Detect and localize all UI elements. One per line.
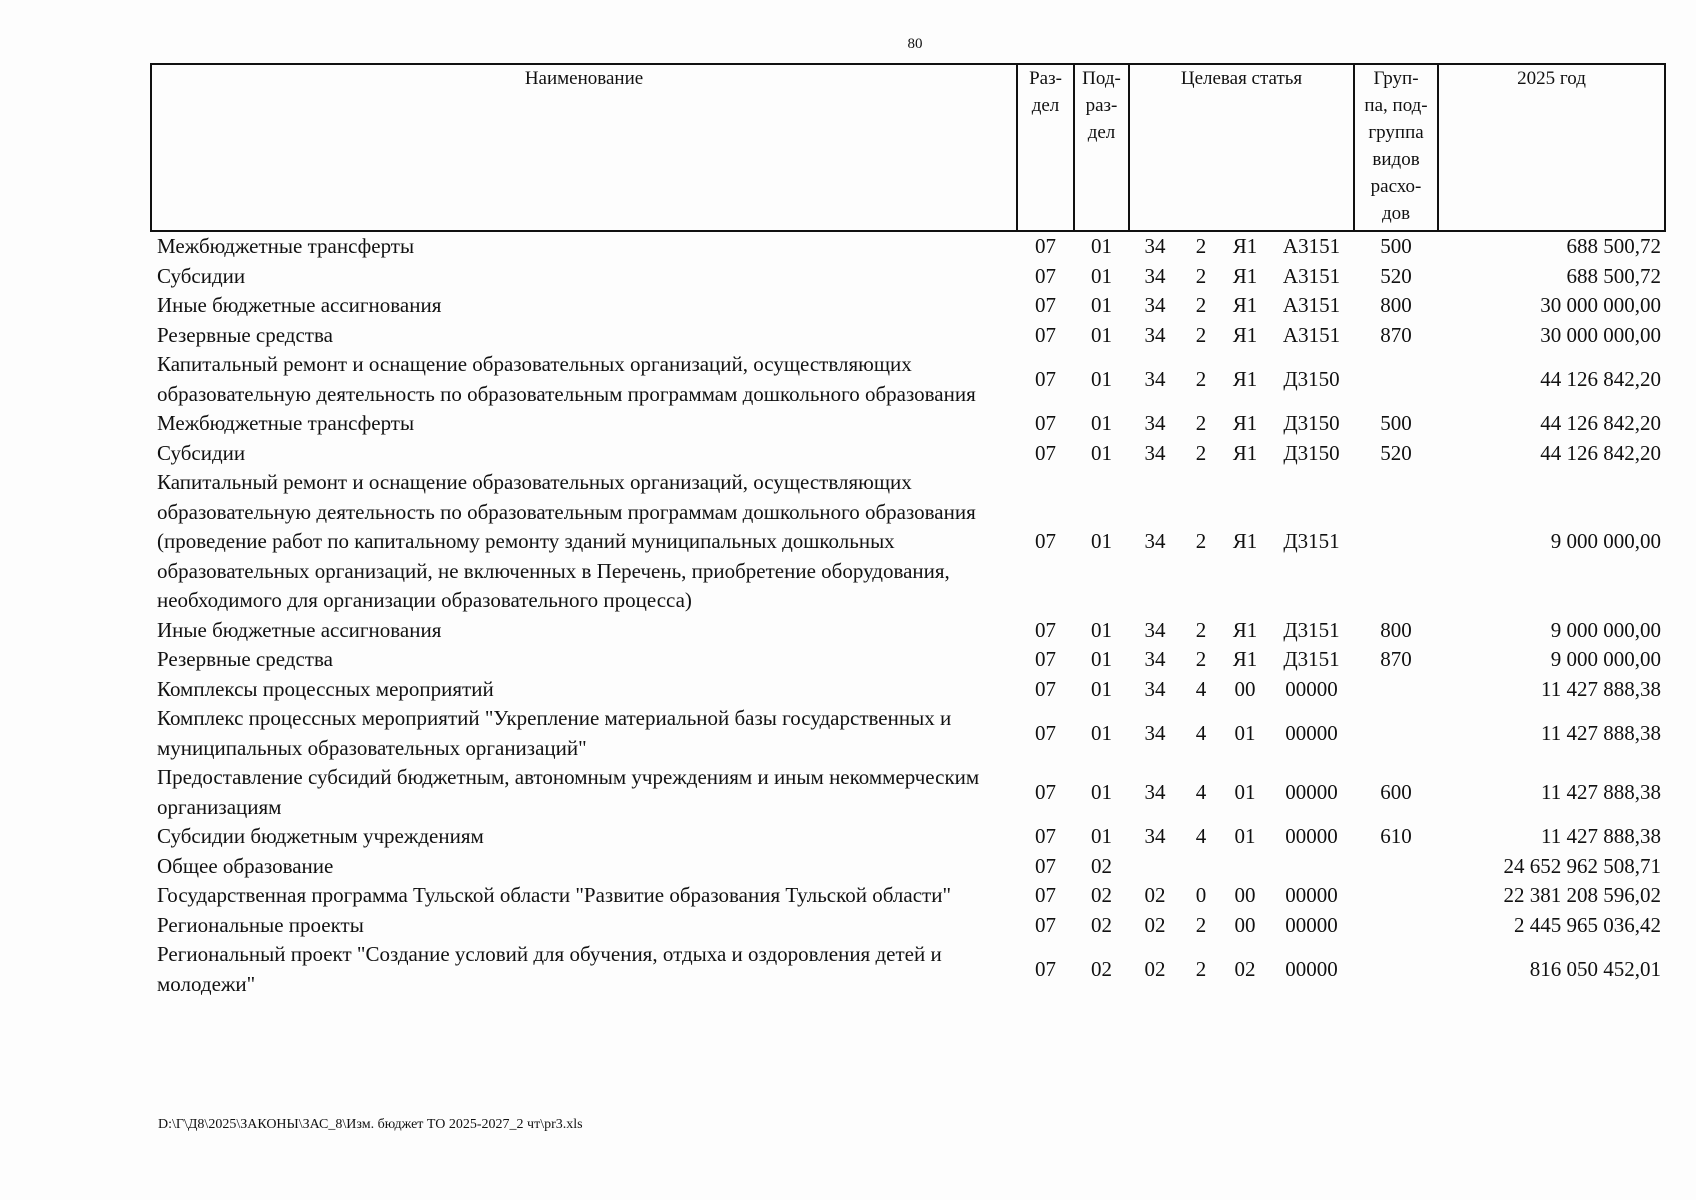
cell-podrazdel: 01 [1091, 529, 1112, 553]
cell-target-program: 34 [1144, 720, 1166, 745]
cell-amount: 30 000 000,00 [1540, 293, 1662, 317]
cell-target-project: Я1 [1232, 322, 1258, 347]
cell-target-type: 2 [1195, 529, 1207, 553]
table-row [151, 350, 1665, 409]
cell-podrazdel: 01 [1091, 617, 1112, 642]
cell-amount: 688 500,72 [1566, 263, 1662, 288]
cell-amount: 9 000 000,00 [1550, 617, 1662, 642]
cell-expense-group [1354, 468, 1438, 616]
cell-expense-group: 870 [1380, 647, 1412, 671]
cell-target-project: 00 [1234, 676, 1256, 701]
cell-razdel: 07 [1035, 529, 1056, 553]
cell-target-project: 02 [1234, 956, 1256, 981]
cell-target-program: 02 [1144, 956, 1166, 981]
cell-target-direction: 00000 [1285, 956, 1338, 981]
cell-target-type: 2 [1195, 617, 1207, 642]
cell-razdel: 07 [1035, 824, 1056, 848]
cell-razdel: 07 [1035, 676, 1056, 701]
cell-target-program: 34 [1144, 234, 1166, 258]
cell-name: Субсидии бюджетным учреждениям [157, 824, 484, 848]
cell-target-type: 2 [1195, 293, 1207, 317]
table-body [151, 231, 1665, 999]
cell-target-type: 4 [1195, 676, 1207, 701]
cell-expense-group [1354, 911, 1438, 941]
cell-target-direction: 00000 [1285, 720, 1338, 745]
table-row [151, 852, 1665, 882]
cell-razdel: 07 [1035, 293, 1056, 317]
table-row [151, 911, 1665, 941]
cell-target-direction: 00000 [1285, 676, 1338, 701]
cell-name: Региональный проект "Создание условий для обучения, отдыха и оздоровления детей и молодежи" [157, 942, 942, 996]
cell-expense-group: 600 [1380, 779, 1412, 804]
table-row [151, 439, 1665, 469]
cell-target-direction: А3151 [1282, 322, 1341, 347]
cell-expense-group: 520 [1380, 440, 1412, 465]
cell-amount: 816 050 452,01 [1529, 956, 1662, 981]
cell-name: Комплексы процессных мероприятий [157, 676, 494, 701]
cell-amount: 44 126 842,20 [1540, 366, 1662, 391]
cell-podrazdel: 01 [1091, 676, 1112, 701]
cell-target-direction: Д3151 [1283, 647, 1340, 671]
cell-target-program: 34 [1144, 779, 1166, 804]
cell-name: Субсидии [157, 263, 246, 288]
cell-target-type: 4 [1195, 779, 1207, 804]
cell-target-direction: 00000 [1285, 824, 1338, 848]
cell-name: Иные бюджетные ассигнования [157, 293, 442, 317]
cell-podrazdel: 01 [1091, 824, 1112, 848]
cell-razdel: 07 [1035, 440, 1056, 465]
cell-target-program: 02 [1144, 883, 1166, 907]
page-number: 80 [907, 36, 923, 52]
cell-expense-group [1354, 940, 1438, 999]
cell-target-type [1181, 852, 1221, 882]
cell-target-type: 2 [1195, 366, 1207, 391]
cell-amount: 11 427 888,38 [1541, 779, 1662, 804]
table-row [151, 231, 1665, 262]
cell-expense-group [1354, 852, 1438, 882]
table-row [151, 704, 1665, 763]
cell-podrazdel: 01 [1091, 411, 1112, 435]
cell-podrazdel: 01 [1091, 779, 1112, 804]
cell-amount: 11 427 888,38 [1541, 676, 1662, 701]
cell-name: Государственная программа Тульской области "Развитие образования Тульской области" [157, 883, 952, 907]
cell-target-project: 01 [1234, 824, 1256, 848]
cell-podrazdel: 01 [1091, 322, 1112, 347]
cell-podrazdel: 02 [1091, 853, 1112, 878]
cell-target-project: 00 [1234, 912, 1256, 937]
table-row [151, 616, 1665, 646]
table-row [151, 409, 1665, 439]
header-podrazdel: Под- раз- дел [1074, 64, 1129, 231]
cell-target-type: 4 [1195, 720, 1207, 745]
cell-target-project: Я1 [1232, 440, 1258, 465]
cell-podrazdel: 02 [1091, 956, 1112, 981]
cell-expense-group: 610 [1380, 824, 1412, 848]
cell-razdel: 07 [1035, 883, 1056, 907]
cell-name: Субсидии [157, 440, 246, 465]
cell-target-direction: Д3151 [1283, 617, 1340, 642]
cell-target-direction: А3151 [1282, 263, 1341, 288]
cell-target-direction: Д3151 [1283, 529, 1340, 553]
cell-name: Капитальный ремонт и оснащение образовательных организаций, осуществляющих образовательную деятельность по образовательным программам дошкольного образования (проведение работ по капитальному ремонту зданий муниципальных дошкольных образовательных организаций, не включенных в Перечень, приобретение оборудования, необходимого для организации образовательного процесса) [157, 470, 976, 612]
cell-amount: 9 000 000,00 [1550, 647, 1662, 671]
cell-target-project: 01 [1234, 720, 1256, 745]
cell-target-direction: Д3150 [1283, 440, 1340, 465]
cell-amount: 11 427 888,38 [1541, 720, 1662, 745]
cell-target-project: Я1 [1232, 647, 1258, 671]
cell-name: Общее образование [157, 853, 334, 878]
cell-expense-group [1354, 704, 1438, 763]
cell-name: Предоставление субсидий бюджетным, автономным учреждениям и иным некоммерческим организациям [157, 765, 980, 819]
table-row [151, 321, 1665, 351]
cell-razdel: 07 [1035, 322, 1056, 347]
cell-expense-group: 870 [1380, 322, 1412, 347]
cell-razdel: 07 [1035, 647, 1056, 671]
cell-razdel: 07 [1035, 912, 1056, 937]
cell-target-type: 2 [1195, 956, 1207, 981]
table-row [151, 468, 1665, 616]
cell-amount: 11 427 888,38 [1541, 824, 1662, 848]
cell-name: Межбюджетные трансферты [157, 234, 415, 258]
footer-file-path: D:\Г\Д8\2025\ЗАКОНЫ\ЗАС_8\Изм. бюджет ТО 2025-2027_2 чт\pr3.xls [158, 1117, 583, 1132]
header-name: Наименование [151, 64, 1017, 231]
cell-target-project: Я1 [1232, 529, 1258, 553]
header-target: Целевая статья [1129, 64, 1354, 231]
cell-target-project: Я1 [1232, 366, 1258, 391]
cell-target-type: 2 [1195, 411, 1207, 435]
cell-expense-group: 500 [1380, 411, 1412, 435]
cell-target-project: Я1 [1232, 293, 1258, 317]
table-row [151, 675, 1665, 705]
cell-name: Капитальный ремонт и оснащение образовательных организаций, осуществляющих образовательную деятельность по образовательным программам дошкольного образования [157, 352, 976, 406]
cell-expense-group [1354, 675, 1438, 705]
cell-target-program: 34 [1144, 263, 1166, 288]
cell-target-program: 34 [1144, 824, 1166, 848]
cell-target-type: 2 [1195, 322, 1207, 347]
cell-amount: 44 126 842,20 [1540, 440, 1662, 465]
cell-target-program: 34 [1144, 647, 1166, 671]
cell-target-direction: Д3150 [1283, 411, 1340, 435]
cell-target-program: 34 [1144, 293, 1166, 317]
cell-name: Региональные проекты [157, 912, 364, 937]
table-row [151, 291, 1665, 321]
cell-podrazdel: 01 [1091, 366, 1112, 391]
cell-razdel: 07 [1035, 853, 1056, 878]
cell-target-project: 00 [1234, 883, 1256, 907]
cell-expense-group: 800 [1380, 617, 1412, 642]
table-row [151, 822, 1665, 852]
cell-target-direction: 00000 [1285, 779, 1338, 804]
cell-target-project: Я1 [1232, 234, 1258, 258]
cell-amount: 688 500,72 [1566, 234, 1662, 258]
cell-target-type: 0 [1195, 883, 1207, 907]
cell-podrazdel: 01 [1091, 234, 1112, 258]
cell-target-program: 34 [1144, 676, 1166, 701]
cell-podrazdel: 01 [1091, 263, 1112, 288]
table-row [151, 262, 1665, 292]
cell-name: Межбюджетные трансферты [157, 411, 415, 435]
cell-podrazdel: 02 [1091, 883, 1112, 907]
cell-target-program: 34 [1144, 617, 1166, 642]
cell-expense-group: 500 [1380, 234, 1412, 258]
cell-amount: 2 445 965 036,42 [1514, 912, 1662, 937]
cell-razdel: 07 [1035, 617, 1056, 642]
table-row [151, 645, 1665, 675]
header-razdel: Раз- дел [1017, 64, 1074, 231]
cell-target-program: 34 [1144, 366, 1166, 391]
cell-target-project [1221, 852, 1269, 882]
cell-target-program [1129, 852, 1181, 882]
cell-razdel: 07 [1035, 720, 1056, 745]
cell-target-direction: 00000 [1285, 912, 1338, 937]
cell-target-direction: А3151 [1282, 234, 1341, 258]
cell-target-direction: А3151 [1282, 293, 1341, 317]
cell-razdel: 07 [1035, 366, 1056, 391]
cell-target-project: 01 [1234, 779, 1256, 804]
cell-podrazdel: 01 [1091, 440, 1112, 465]
cell-name: Иные бюджетные ассигнования [157, 617, 442, 642]
table-row [151, 940, 1665, 999]
cell-expense-group: 520 [1380, 263, 1412, 288]
cell-target-program: 34 [1144, 529, 1166, 553]
cell-amount: 30 000 000,00 [1540, 322, 1662, 347]
header-year: 2025 год [1438, 64, 1665, 231]
cell-target-project: Я1 [1232, 617, 1258, 642]
cell-target-direction: 00000 [1285, 883, 1338, 907]
cell-razdel: 07 [1035, 234, 1056, 258]
cell-target-direction [1269, 852, 1354, 882]
cell-target-program: 34 [1144, 411, 1166, 435]
cell-expense-group [1354, 881, 1438, 911]
cell-podrazdel: 01 [1091, 720, 1112, 745]
cell-target-program: 34 [1144, 440, 1166, 465]
cell-podrazdel: 01 [1091, 647, 1112, 671]
cell-amount: 9 000 000,00 [1550, 529, 1662, 553]
cell-name: Резервные средства [157, 322, 333, 347]
cell-target-direction: Д3150 [1283, 366, 1340, 391]
cell-target-program: 02 [1144, 912, 1166, 937]
budget-table [150, 63, 1666, 999]
cell-podrazdel: 01 [1091, 293, 1112, 317]
cell-target-program: 34 [1144, 322, 1166, 347]
table-row [151, 881, 1665, 911]
header-group: Груп- па, под- группа видов расхо- дов [1354, 64, 1438, 231]
cell-expense-group: 800 [1380, 293, 1412, 317]
cell-name: Резервные средства [157, 647, 333, 671]
cell-amount: 22 381 208 596,02 [1503, 883, 1662, 907]
cell-target-type: 2 [1195, 912, 1207, 937]
cell-target-project: Я1 [1232, 411, 1258, 435]
cell-podrazdel: 02 [1091, 912, 1112, 937]
cell-target-type: 2 [1195, 263, 1207, 288]
cell-amount: 44 126 842,20 [1540, 411, 1662, 435]
cell-target-project: Я1 [1232, 263, 1258, 288]
cell-target-type: 4 [1195, 824, 1207, 848]
cell-target-type: 2 [1195, 440, 1207, 465]
cell-razdel: 07 [1035, 779, 1056, 804]
cell-target-type: 2 [1195, 234, 1207, 258]
table-header-row [151, 64, 1665, 231]
cell-target-type: 2 [1195, 647, 1207, 671]
cell-name: Комплекс процессных мероприятий "Укрепление материальной базы государственных и муниципальных образовательных организаций" [157, 706, 952, 760]
cell-expense-group [1354, 350, 1438, 409]
cell-razdel: 07 [1035, 263, 1056, 288]
cell-razdel: 07 [1035, 411, 1056, 435]
cell-razdel: 07 [1035, 956, 1056, 981]
table-row [151, 763, 1665, 822]
cell-amount: 24 652 962 508,71 [1503, 853, 1662, 878]
